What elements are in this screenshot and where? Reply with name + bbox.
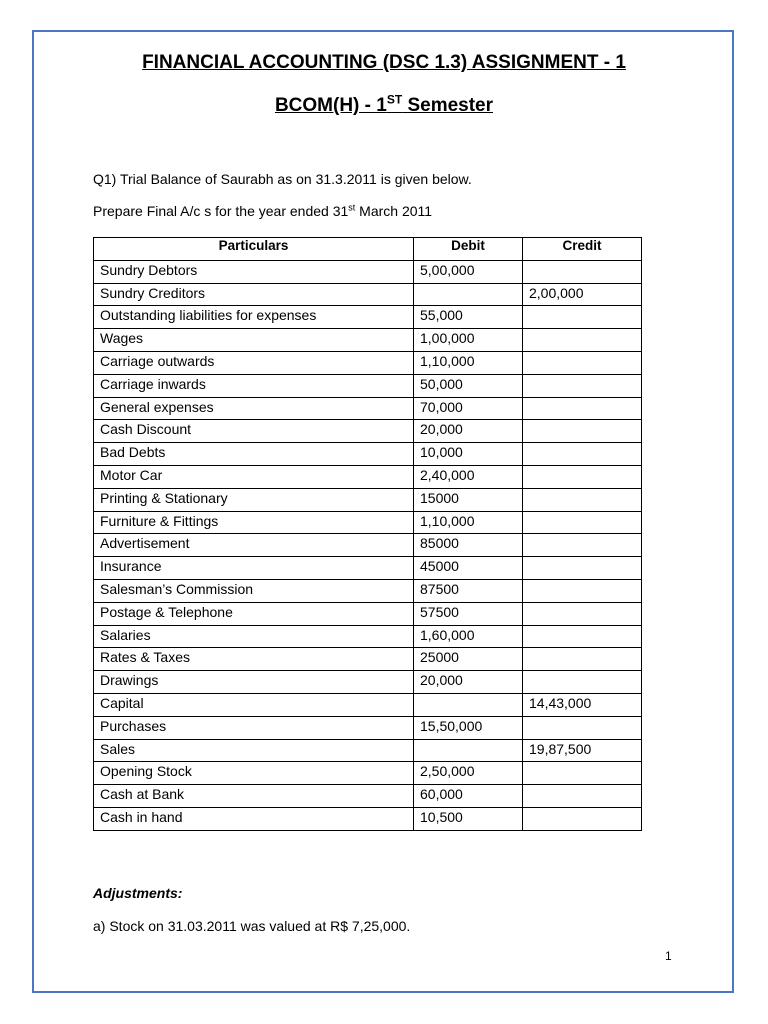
debit-cell: 20,000 bbox=[414, 420, 523, 443]
debit-cell: 1,60,000 bbox=[414, 625, 523, 648]
table-row bbox=[94, 762, 642, 785]
debit-cell bbox=[414, 739, 523, 762]
subtitle-sup: ST bbox=[386, 92, 403, 107]
debit-cell: 1,10,000 bbox=[414, 351, 523, 374]
debit-cell bbox=[414, 693, 523, 716]
debit-cell: 55,000 bbox=[414, 306, 523, 329]
page-subtitle bbox=[0, 92, 768, 117]
table-row bbox=[94, 557, 642, 580]
table-row bbox=[94, 579, 642, 602]
table-row bbox=[94, 306, 642, 329]
debit-cell: 2,50,000 bbox=[414, 762, 523, 785]
debit-cell: 5,00,000 bbox=[414, 260, 523, 283]
prepare-before: Prepare Final A/c s for the year ended 31 bbox=[93, 203, 349, 219]
table-row bbox=[94, 397, 642, 420]
debit-cell: 25000 bbox=[414, 648, 523, 671]
particulars-cell: Postage & Telephone bbox=[94, 602, 414, 625]
debit-cell: 87500 bbox=[414, 579, 523, 602]
particulars-cell: Sales bbox=[94, 739, 414, 762]
debit-cell: 1,10,000 bbox=[414, 511, 523, 534]
credit-cell bbox=[523, 397, 642, 420]
particulars-cell: Insurance bbox=[94, 557, 414, 580]
table-row bbox=[94, 260, 642, 283]
debit-cell: 10,500 bbox=[414, 807, 523, 830]
particulars-cell: Cash in hand bbox=[94, 807, 414, 830]
credit-cell bbox=[523, 306, 642, 329]
particulars-cell: Bad Debts bbox=[94, 443, 414, 466]
credit-cell bbox=[523, 534, 642, 557]
prepare-sup: st bbox=[348, 202, 356, 213]
table-row bbox=[94, 785, 642, 808]
particulars-cell: Carriage inwards bbox=[94, 374, 414, 397]
credit-cell bbox=[523, 716, 642, 739]
credit-cell bbox=[523, 807, 642, 830]
credit-cell bbox=[523, 579, 642, 602]
credit-cell: 14,43,000 bbox=[523, 693, 642, 716]
credit-cell bbox=[523, 648, 642, 671]
credit-cell: 19,87,500 bbox=[523, 739, 642, 762]
credit-cell bbox=[523, 625, 642, 648]
credit-cell bbox=[523, 602, 642, 625]
table-row bbox=[94, 602, 642, 625]
debit-cell: 15,50,000 bbox=[414, 716, 523, 739]
debit-cell: 1,00,000 bbox=[414, 329, 523, 352]
credit-cell bbox=[523, 329, 642, 352]
credit-cell bbox=[523, 465, 642, 488]
subtitle-tail: Semester bbox=[402, 95, 494, 116]
particulars-cell: Salesman’s Commission bbox=[94, 579, 414, 602]
debit-cell: 85000 bbox=[414, 534, 523, 557]
prepare-after: March 2011 bbox=[355, 203, 433, 219]
particulars-cell: Sundry Creditors bbox=[94, 283, 414, 306]
credit-cell bbox=[523, 260, 642, 283]
table-row bbox=[94, 671, 642, 694]
credit-cell bbox=[523, 374, 642, 397]
credit-cell bbox=[523, 488, 642, 511]
debit-cell: 10,000 bbox=[414, 443, 523, 466]
credit-cell bbox=[523, 557, 642, 580]
question-text: Q1) Trial Balance of Saurabh as on 31.3.2011 is given below. bbox=[93, 171, 472, 187]
table-row bbox=[94, 465, 642, 488]
table-row bbox=[94, 488, 642, 511]
credit-cell bbox=[523, 671, 642, 694]
particulars-cell: Cash Discount bbox=[94, 420, 414, 443]
adjustments-heading: Adjustments: bbox=[93, 885, 183, 901]
table-header-row bbox=[94, 238, 642, 261]
particulars-cell: Motor Car bbox=[94, 465, 414, 488]
table-row bbox=[94, 648, 642, 671]
debit-cell: 15000 bbox=[414, 488, 523, 511]
header-particulars: Particulars bbox=[94, 238, 414, 261]
prepare-text bbox=[93, 203, 432, 219]
particulars-cell: Wages bbox=[94, 329, 414, 352]
table-row bbox=[94, 739, 642, 762]
header-credit: Credit bbox=[523, 238, 642, 261]
credit-cell bbox=[523, 762, 642, 785]
trial-balance-table bbox=[93, 237, 642, 831]
subtitle-main: BCOM(H) - 1 bbox=[274, 95, 387, 116]
table-row bbox=[94, 511, 642, 534]
header-debit: Debit bbox=[414, 238, 523, 261]
credit-cell bbox=[523, 511, 642, 534]
debit-cell: 70,000 bbox=[414, 397, 523, 420]
particulars-cell: Purchases bbox=[94, 716, 414, 739]
particulars-cell: Opening Stock bbox=[94, 762, 414, 785]
debit-cell: 60,000 bbox=[414, 785, 523, 808]
particulars-cell: Sundry Debtors bbox=[94, 260, 414, 283]
particulars-cell: General expenses bbox=[94, 397, 414, 420]
credit-cell bbox=[523, 443, 642, 466]
table-row bbox=[94, 443, 642, 466]
particulars-cell: Drawings bbox=[94, 671, 414, 694]
particulars-cell: Capital bbox=[94, 693, 414, 716]
adjustment-a: a) Stock on 31.03.2011 was valued at R$ 7,25,000. bbox=[93, 918, 411, 934]
table-row bbox=[94, 625, 642, 648]
table-row bbox=[94, 420, 642, 443]
debit-cell: 20,000 bbox=[414, 671, 523, 694]
credit-cell: 2,00,000 bbox=[523, 283, 642, 306]
page-number: 1 bbox=[665, 949, 672, 963]
particulars-cell: Printing & Stationary bbox=[94, 488, 414, 511]
particulars-cell: Carriage outwards bbox=[94, 351, 414, 374]
particulars-cell: Outstanding liabilities for expenses bbox=[94, 306, 414, 329]
particulars-cell: Rates & Taxes bbox=[94, 648, 414, 671]
debit-cell: 45000 bbox=[414, 557, 523, 580]
table-row bbox=[94, 283, 642, 306]
page-title: FINANCIAL ACCOUNTING (DSC 1.3) ASSIGNMENT - 1 bbox=[142, 52, 626, 73]
debit-cell: 57500 bbox=[414, 602, 523, 625]
credit-cell bbox=[523, 785, 642, 808]
debit-cell: 2,40,000 bbox=[414, 465, 523, 488]
particulars-cell: Furniture & Fittings bbox=[94, 511, 414, 534]
table-row bbox=[94, 329, 642, 352]
particulars-cell: Advertisement bbox=[94, 534, 414, 557]
table-row bbox=[94, 351, 642, 374]
credit-cell bbox=[523, 420, 642, 443]
table-row bbox=[94, 693, 642, 716]
debit-cell bbox=[414, 283, 523, 306]
particulars-cell: Cash at Bank bbox=[94, 785, 414, 808]
table-row bbox=[94, 374, 642, 397]
particulars-cell: Salaries bbox=[94, 625, 414, 648]
table-row bbox=[94, 716, 642, 739]
credit-cell bbox=[523, 351, 642, 374]
debit-cell: 50,000 bbox=[414, 374, 523, 397]
table-row bbox=[94, 534, 642, 557]
table-row bbox=[94, 807, 642, 830]
